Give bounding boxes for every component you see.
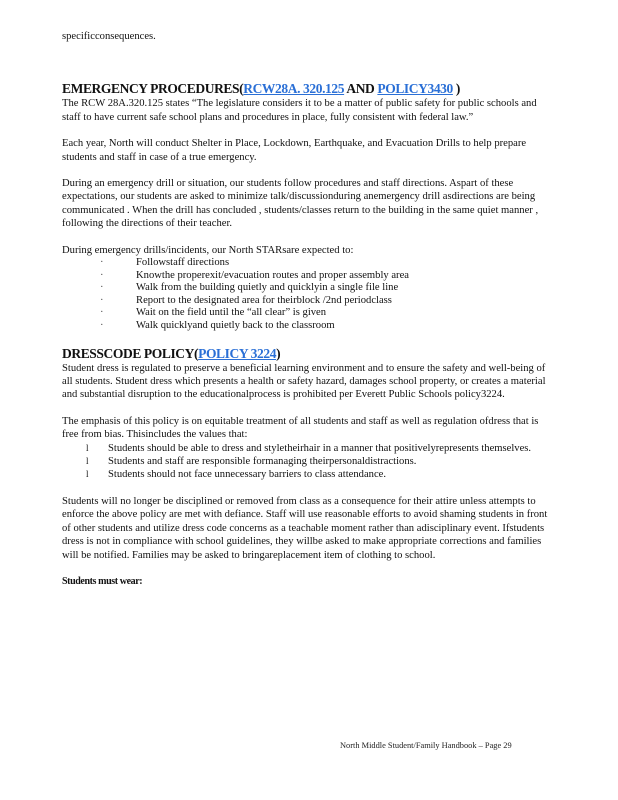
dress-para-purpose: Student dress is regulated to preserve a beneficial learning environment and to ensure the safety and well-being of all students. Student dress which presents a health or safety hazard, damages school property, or creates a material and substantial disruption to the educationalprocess is prohibited per Everett Public Schools policy3224. [62,362,546,401]
policy-3224-link[interactable]: POLICY 3224 [198,345,277,361]
emergency-para-drills: Each year, North will conduct Shelter in Place, Lockdown, Earthquake, and Evacuation Drills to help prepare students and staff in case of a true emergency. [62,138,527,163]
bullet-l-icon: l [86,442,89,453]
dress-heading-close: ) [276,345,281,361]
handbook-page [62,30,554,588]
page-footer: North Middle Student/Family Handbook – Page 29 [340,741,512,750]
bullet-l-icon: l [86,456,89,467]
emergency-heading-text: EMERGENCY PROCEDURES( [62,81,244,97]
dress-heading-text: DRESSCODE POLICY( [62,345,199,361]
dress-para-emphasis: The emphasis of this policy is on equitable treatment of all students and staff as well as regulation ofdress that is free from bias. Thisincludes the values that: [62,415,539,441]
bullet-dot-icon: · [100,282,104,294]
emergency-list-intro: During emergency drills/incidents, our North STARsare expected to: [62,244,354,256]
emergency-heading [62,81,554,97]
dress-values-list [62,442,554,482]
rcw-link[interactable]: RCW28A. 320.125 [243,81,345,97]
emergency-expectations-list [62,257,554,333]
list-item: l Students and staff are responsible formanaging theirpersonaldistractions. [86,456,417,468]
heading-and: AND [344,81,378,97]
list-item: · Report to the designated area for theirblock /2nd periodclass [100,294,392,306]
bullet-l-icon: l [86,469,89,480]
bullet-dot-icon: · [100,294,104,306]
bullet-dot-icon: · [100,307,104,319]
bullet-dot-icon: · [100,257,104,269]
list-item: · Wait on the field until the “all clear” is given [100,307,327,319]
intro-line: specificconsequences. [62,31,156,42]
bullet-dot-icon: · [100,269,104,281]
list-item: l Students should not face unnecessary barriers to class attendance. [86,469,386,481]
heading-close: ) [452,81,460,97]
emergency-para-conduct: During an emergency drill or situation, our students follow procedures and staff directions. Aspart of these expectations, our students are asked to minimize talk/discussionduring anemergency drill asdirections are being communicated . When the drill has concluded , students/classes return to the building in the same quiet manner , following the directions of their teacher. [62,178,539,230]
list-item: l Students should be able to dress and styletheirhair in a manner that positivelyrepresents themselves. [86,442,532,454]
policy-3430-link[interactable]: POLICY3430 [377,81,453,97]
list-item: · Walk from the building quietly and quicklyin a single file line [100,282,399,294]
must-wear-heading: Students must wear: [62,575,143,587]
list-item: · Followstaff directions [100,257,230,269]
dress-para-discipline: Students will no longer be disciplined or removed from class as a consequence for their attire unless attempts to enforce the above policy are met with defiance. Staff will use reasonable efforts to avoid shaming students in front of other students and utilize dress code concerns as a teachable moment rather than adisciplinary event. Ifstudents dress is not in compliance with school guidelines, they willbe asked to make appropriate corrections and families will be notified. Families may be asked to bringareplacement item of clothing to school. [62,495,548,561]
emergency-para-rcw: The RCW 28A.320.125 states “The legislature considers it to be a matter of public safety for public schools and staff to have current safe school plans and procedures in place, fully consistent with federal law.” [62,98,537,123]
dress-code-heading [62,346,554,362]
bullet-dot-icon: · [100,320,104,332]
list-item: · Walk quicklyand quietly back to the classroom [100,320,335,332]
list-item: · Knowthe properexit/evacuation routes and proper assembly area [100,269,409,281]
